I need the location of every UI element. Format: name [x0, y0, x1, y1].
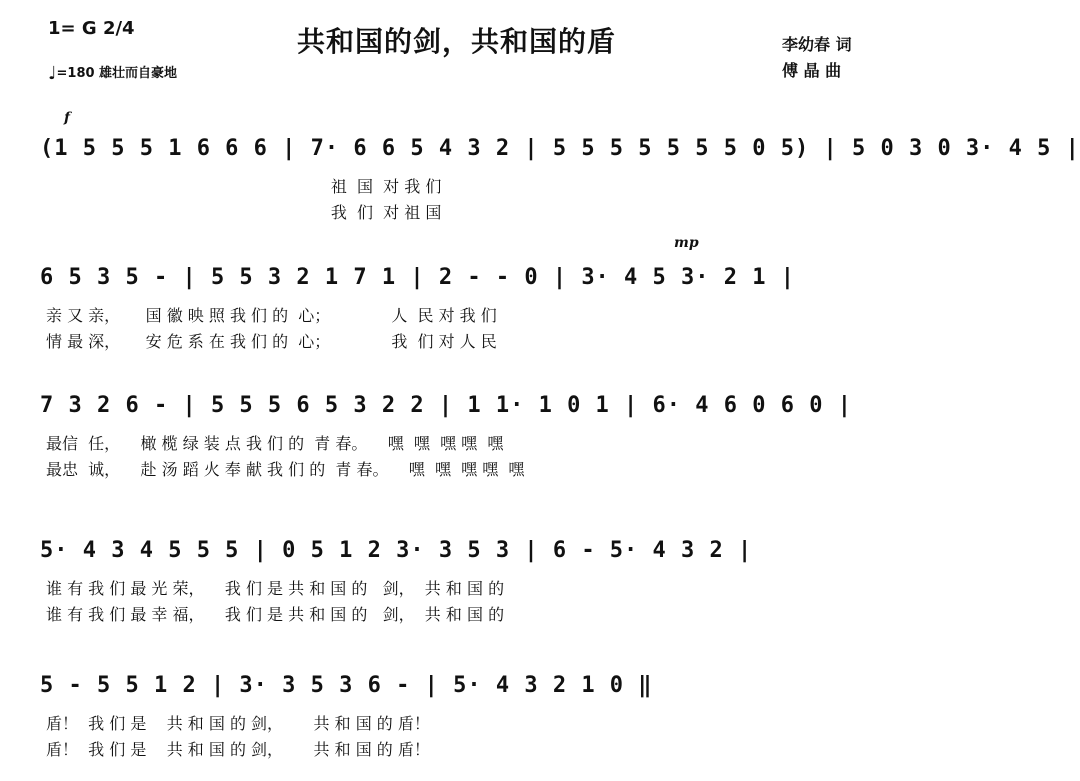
lyric-verse-1: 谁 有 我 们 最 光 荣， 我 们 是 共 和 国 的 剑， 共 和 国 的	[46, 579, 505, 598]
staff-line-2	[0, 235, 913, 365]
staff-line-5	[0, 673, 913, 773]
dynamic-mezzo-piano: mp	[674, 235, 699, 251]
staff-line-3	[0, 393, 913, 493]
lyric-verse-2: 盾！ 我 们 是 共 和 国 的 剑， 共 和 国 的 盾！	[46, 740, 430, 759]
time-signature: 2/4	[102, 18, 135, 39]
lyric-verse-2: 我 们 对 祖 国	[46, 203, 442, 222]
notation-line: 5 - 5 5 1 2 | 3· 3 5 3 6 - | 5· 4 3 2 1 0 ‖	[40, 673, 653, 698]
notation-line: 6 5 3 5 - | 5 5 3 2 1 7 1 | 2 - - 0 | 3· 4 5 3· 2 1 |	[40, 265, 795, 290]
notation-line: 5· 4 3 4 5 5 5 | 0 5 1 2 3· 3 5 3 | 6 - 5· 4 3 2 |	[40, 538, 753, 563]
staff-line-1	[0, 110, 1080, 236]
lyric-verse-1: 祖 国 对 我 们	[46, 177, 442, 196]
lyric-verse-2: 最忠 诚， 赴 汤 蹈 火 奉 献 我 们 的 青 春。 嘿 嘿 嘿 嘿 嘿	[46, 460, 525, 479]
quarter-note-icon: ♩	[48, 63, 57, 84]
lyric-verse-1: 最信 任， 橄 榄 绿 装 点 我 们 的 青 春。 嘿 嘿 嘿 嘿 嘿	[46, 434, 504, 453]
lyric-verse-1: 盾！ 我 们 是 共 和 国 的 剑， 共 和 国 的 盾！	[46, 714, 430, 733]
lyric-verse-1: 亲 又 亲， 国 徽 映 照 我 们 的 心； 人 民 对 我 们	[46, 306, 497, 325]
lyric-verse-2: 情 最 深， 安 危 系 在 我 们 的 心； 我 们 对 人 民	[46, 332, 497, 351]
notation-line: (1 5 5 5 1 6 6 6 | 7· 6 6 5 4 3 2 | 5 5 5 5 5 5 5 0 5) | 5 0 3 0 3· 4 5 |	[40, 136, 1080, 161]
tempo-marking: ♩=180 雄壮而自豪地	[48, 63, 178, 84]
notation-line: 7 3 2 6 - | 5 5 5 6 5 3 2 2 | 1 1· 1 0 1 | 6· 4 6 0 6 0 |	[40, 393, 852, 418]
staff-line-4	[0, 538, 913, 638]
key-signature: 1= G 2/4	[48, 18, 135, 39]
page-title: 共和国的剑，共和国的盾	[296, 25, 616, 58]
lyric-verse-2: 谁 有 我 们 最 幸 福， 我 们 是 共 和 国 的 剑， 共 和 国 的	[46, 605, 505, 624]
lyricist-credit: 李幼春 词	[782, 35, 852, 54]
dynamic-forte: f	[64, 110, 71, 126]
composer-credit: 傅 晶 曲	[782, 61, 842, 80]
